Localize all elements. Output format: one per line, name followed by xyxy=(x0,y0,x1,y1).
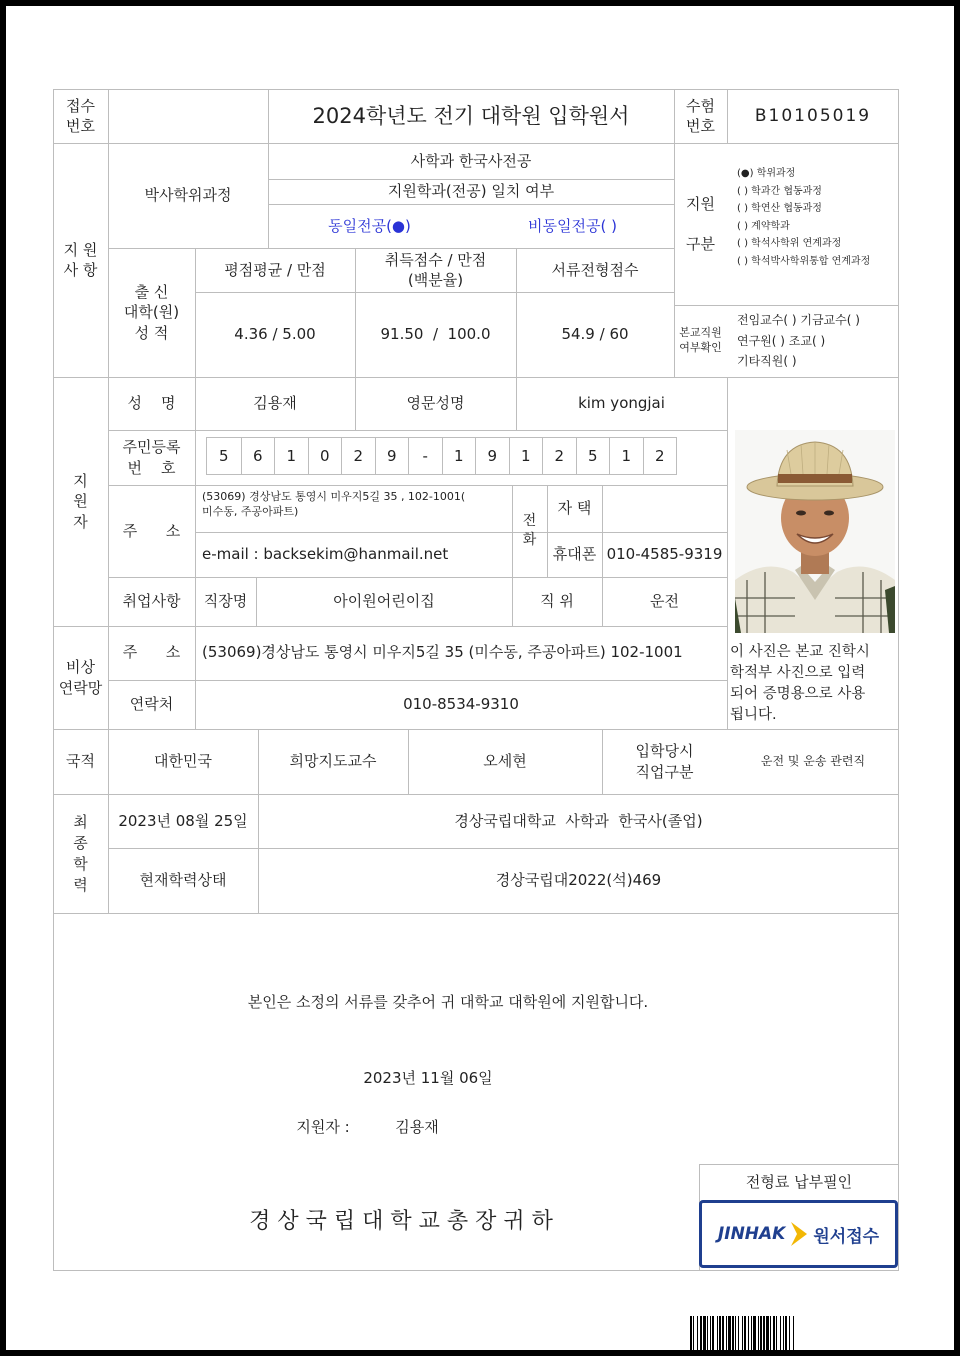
resident-number-digit: 1 xyxy=(609,438,643,474)
emergency-section-label: 비상 연락망 xyxy=(58,658,103,697)
score-label: 취득점수 / 만점 (백분율) xyxy=(384,250,487,289)
resident-number-digit: 9 xyxy=(475,438,509,474)
employment-label: 취업사항 xyxy=(122,592,181,611)
home-phone xyxy=(602,485,727,532)
job-type-label: 입학당시 직업구분 xyxy=(635,742,694,781)
english-name: kim yongjai xyxy=(578,394,665,413)
photo-note: 이 사진은 본교 진학시 학적부 사진으로 입력 되어 증명용으로 사용 됩니다. xyxy=(730,644,870,724)
receipt-number-label: 접수 번호 xyxy=(66,96,95,135)
department: 사학과 한국사전공 xyxy=(410,151,532,170)
applicant-address: (53069) 경상남도 통영시 미우지5길 35 , 102-1001( 미수동, 주공아파트) xyxy=(202,490,466,518)
arrow-icon xyxy=(789,1220,809,1248)
name-label: 성 명 xyxy=(127,394,176,413)
job-type: 운전 및 운송 관련직 xyxy=(760,754,866,769)
education-section-label: 최 종 학 력 xyxy=(73,812,88,894)
education-status: 경상국립대2022(석)469 xyxy=(495,871,662,890)
applicant-name: 김용재 xyxy=(253,394,297,413)
nationality: 대한민국 xyxy=(154,752,212,771)
score-value: 91.50 / 100.0 xyxy=(380,325,491,344)
mobile-label: 휴대폰 xyxy=(552,545,597,564)
application-receipt-text: 원서접수 xyxy=(813,1226,880,1247)
signature-name: 김용재 xyxy=(395,1117,439,1136)
resident-number-digit: 1 xyxy=(509,438,543,474)
applicant-email: e-mail : backsekim@hanmail.net xyxy=(202,545,449,564)
fee-paid-label: 전형료 납부필인 xyxy=(745,1172,853,1191)
emergency-contact-label: 연락처 xyxy=(129,695,174,714)
major-match-question: 지원학과(전공) 일치 여부 xyxy=(387,182,555,201)
mobile-phone: 010-4585-9319 xyxy=(606,545,723,564)
emergency-address: (53069)경상남도 통영시 미우지5길 35 (미수동, 주공아파트) 102-1001 xyxy=(202,643,683,661)
resident-number-digit: 1 xyxy=(442,438,476,474)
resident-number-digit: 2 xyxy=(542,438,576,474)
application-form-page xyxy=(6,6,954,1350)
education-status-label: 현재학력상태 xyxy=(139,871,227,890)
english-name-label: 영문성명 xyxy=(406,394,465,413)
jinhak-stamp xyxy=(699,1200,898,1268)
resident-number-digit: 0 xyxy=(308,438,342,474)
document-score-label: 서류전형점수 xyxy=(551,260,639,279)
resident-number xyxy=(206,437,677,475)
home-phone-label: 자 택 xyxy=(557,499,592,518)
exam-number: B10105019 xyxy=(754,105,872,126)
exam-number-label: 수험 번호 xyxy=(686,96,715,135)
jinhak-logo-text: JINHAK xyxy=(717,1224,786,1244)
resident-number-digit: 2 xyxy=(643,438,677,474)
form-title: 2024학년도 전기 대학원 입학원서 xyxy=(312,103,630,128)
applicant-info-section-label: 지 원 사 항 xyxy=(63,240,98,279)
resident-number-digit: 5 xyxy=(576,438,610,474)
resident-number-digit: 9 xyxy=(375,438,409,474)
address-label: 주 소 xyxy=(122,521,181,540)
support-option: ( ) 학연산 협동과정 xyxy=(737,203,822,214)
document-score-value: 54.9 / 60 xyxy=(561,325,629,344)
origin-grades-label: 출 신 대학(원) 성 적 xyxy=(123,283,180,342)
same-major-option: 동일전공(●) xyxy=(328,216,411,235)
staff-options: 전임교수( ) 기금교수( ) 연구원( ) 조교( ) 기타직원( ) xyxy=(737,313,860,369)
graduation-date: 2023년 08월 25일 xyxy=(118,812,248,830)
support-type-label: 지원 구분 xyxy=(686,194,715,254)
position-label: 직 위 xyxy=(540,592,574,611)
advisor-label: 희망지도교수 xyxy=(289,752,377,771)
program-type: 박사학위과정 xyxy=(144,186,232,205)
phone-label: 전 화 xyxy=(522,513,537,548)
emergency-address-label: 주 소 xyxy=(122,643,181,661)
support-option: ( ) 학석사학위 연계과정 xyxy=(737,238,842,249)
resident-number-digit: 5 xyxy=(218,446,229,465)
support-option: (●) 학위과정 xyxy=(737,168,796,179)
resident-number-digit: - xyxy=(408,438,442,474)
barcode xyxy=(690,1316,940,1350)
support-option: ( ) 계약학과 xyxy=(737,220,790,232)
emergency-contact: 010-8534-9310 xyxy=(403,695,519,714)
support-option: ( ) 학석박사학위통합 연계과정 xyxy=(737,255,871,267)
resident-number-digit: 1 xyxy=(274,438,308,474)
gpa-value: 4.36 / 5.00 xyxy=(234,325,316,344)
workplace: 아이원어린이집 xyxy=(333,592,435,611)
workplace-label: 직장명 xyxy=(203,592,248,611)
declaration-date: 2023년 11월 06일 xyxy=(363,1068,493,1087)
applicant-photo xyxy=(735,430,895,633)
addressee: 경 상 국 립 대 학 교 총 장 귀 하 xyxy=(249,1209,553,1235)
support-type-options xyxy=(737,164,897,269)
nationality-label: 국적 xyxy=(66,752,95,771)
declaration-statement: 본인은 소정의 서류를 갖추어 귀 대학교 대학원에 지원합니다. xyxy=(247,992,649,1011)
gpa-label: 평점평균 / 만점 xyxy=(224,260,326,279)
different-major-option: 비동일전공( ) xyxy=(528,216,617,235)
resident-number-digit: 6 xyxy=(241,438,275,474)
school-name: 경상국립대학교 사학과 한국사(졸업) xyxy=(454,812,703,830)
signature-label: 지원자 : xyxy=(296,1117,350,1136)
resident-number-label: 주민등록 번 호 xyxy=(122,438,181,477)
position: 운전 xyxy=(650,592,679,611)
applicant-section-label: 지 원 자 xyxy=(73,472,88,531)
staff-check-label: 본교직원 여부확인 xyxy=(679,326,722,354)
advisor: 오세현 xyxy=(483,752,527,771)
support-option: ( ) 학과간 협동과정 xyxy=(737,185,822,197)
resident-number-digit: 2 xyxy=(341,438,375,474)
